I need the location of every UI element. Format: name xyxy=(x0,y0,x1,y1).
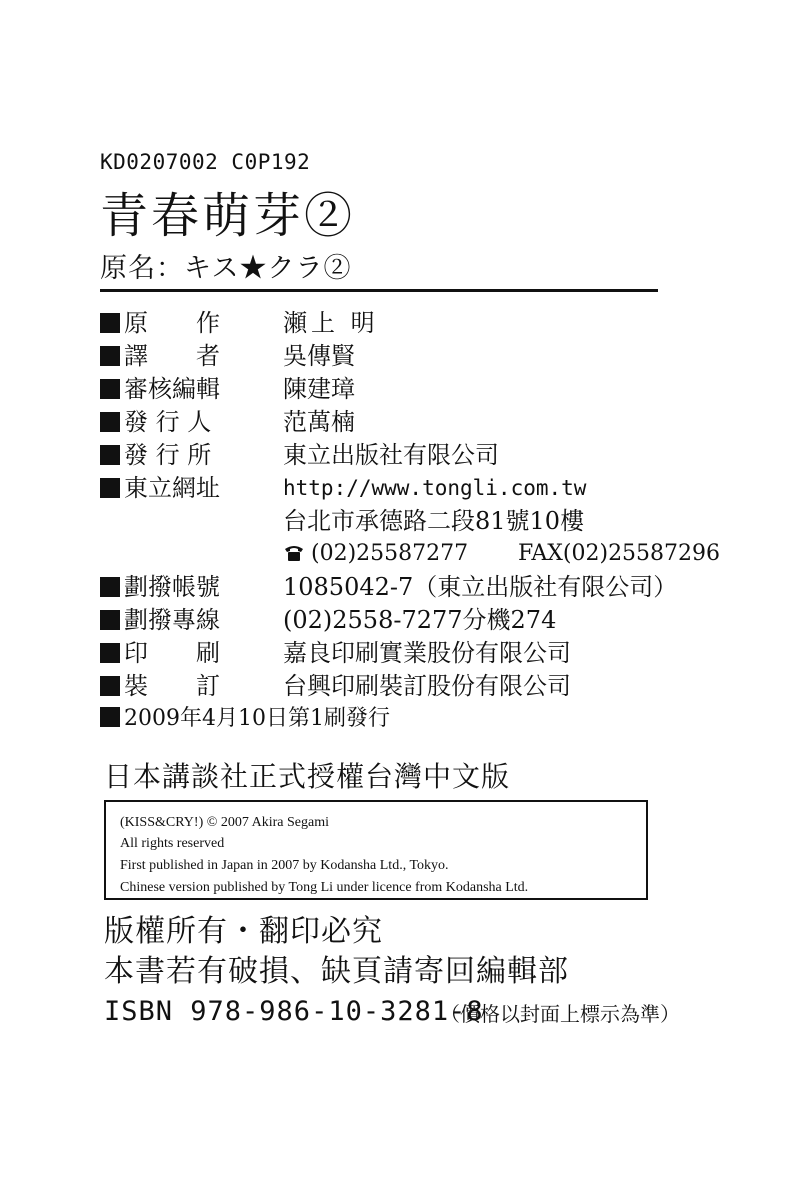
credit-label-hotline: 劃撥專線 xyxy=(100,605,220,635)
credit-value-publisher: 東立出版社有限公司 xyxy=(283,441,499,469)
fax-number: FAX(02)25587296 xyxy=(518,541,721,566)
black-square-icon xyxy=(100,478,120,498)
credit-value-author: 瀬上 明 xyxy=(283,309,379,337)
credit-value-translator: 吳傳賢 xyxy=(283,342,355,370)
copyright-line: First published in Japan in 2007 by Kodansha Ltd., Tokyo. xyxy=(120,858,449,873)
black-square-icon xyxy=(100,577,120,597)
credit-value-editor: 陳建璋 xyxy=(283,375,355,403)
copyright-line: Chinese version published by Tong Li under licence from Kodansha Ltd. xyxy=(120,880,529,895)
black-square-icon xyxy=(100,379,120,399)
black-square-icon xyxy=(100,313,120,333)
credit-label-printing: 印 刷 xyxy=(100,638,220,668)
book-code: KD0207002 C0P192 xyxy=(100,150,311,174)
rights-reserved-line: 版權所有・翻印必究 xyxy=(104,914,383,949)
black-square-icon xyxy=(100,676,120,696)
credit-label-publisher: 發 行 所 xyxy=(100,440,211,470)
copyright-line: All rights reserved xyxy=(120,836,225,851)
credit-value-account: 1085042-7（東立出版社有限公司） xyxy=(283,573,678,601)
phone-number: (02)25587277 xyxy=(311,541,469,566)
return-notice-line: 本書若有破損、缺頁請寄回編輯部 xyxy=(104,954,569,989)
original-title: 原名：キス★クラ② xyxy=(100,253,352,284)
black-square-icon xyxy=(100,412,120,432)
credit-label-author: 原 作 xyxy=(100,308,220,338)
black-square-icon xyxy=(100,610,120,630)
credit-value-publisher-person: 范萬楠 xyxy=(283,408,355,436)
credit-label-website: 東立網址 xyxy=(100,473,220,503)
phone-line xyxy=(283,539,468,569)
copyright-line: (KISS&CRY!) © 2007 Akira Segami xyxy=(120,815,329,830)
black-square-icon xyxy=(100,707,120,727)
black-square-icon xyxy=(100,445,120,465)
address-line: 台北市承德路二段81號10樓 xyxy=(283,507,585,535)
rights-line: 日本講談社正式授權台灣中文版 xyxy=(104,760,511,793)
isbn: ISBN 978-986-10-3281-8 xyxy=(104,996,484,1027)
phone-icon xyxy=(283,541,305,559)
credit-label-binding: 裝 訂 xyxy=(100,671,220,701)
credit-value-printing: 嘉良印刷實業股份有限公司 xyxy=(283,639,571,667)
credit-label-account: 劃撥帳號 xyxy=(100,572,220,602)
credit-label-translator: 譯 者 xyxy=(100,341,220,371)
credit-label-editor: 審核編輯 xyxy=(100,374,220,404)
credit-value-binding: 台興印刷裝訂股份有限公司 xyxy=(283,672,571,700)
book-title: 青春萌芽② xyxy=(100,188,356,244)
credit-value-website: http://www.tongli.com.tw xyxy=(283,476,587,500)
copyright-box xyxy=(104,800,648,900)
publish-date: 2009年4月10日第1刷發行 xyxy=(100,704,390,734)
black-square-icon xyxy=(100,643,120,663)
credit-label-publisher-person: 發 行 人 xyxy=(100,407,211,437)
black-square-icon xyxy=(100,346,120,366)
credit-value-hotline: (02)2558-7277分機274 xyxy=(283,606,557,634)
price-note: （價格以封面上標示為準） xyxy=(440,1002,680,1026)
title-divider xyxy=(100,289,658,292)
